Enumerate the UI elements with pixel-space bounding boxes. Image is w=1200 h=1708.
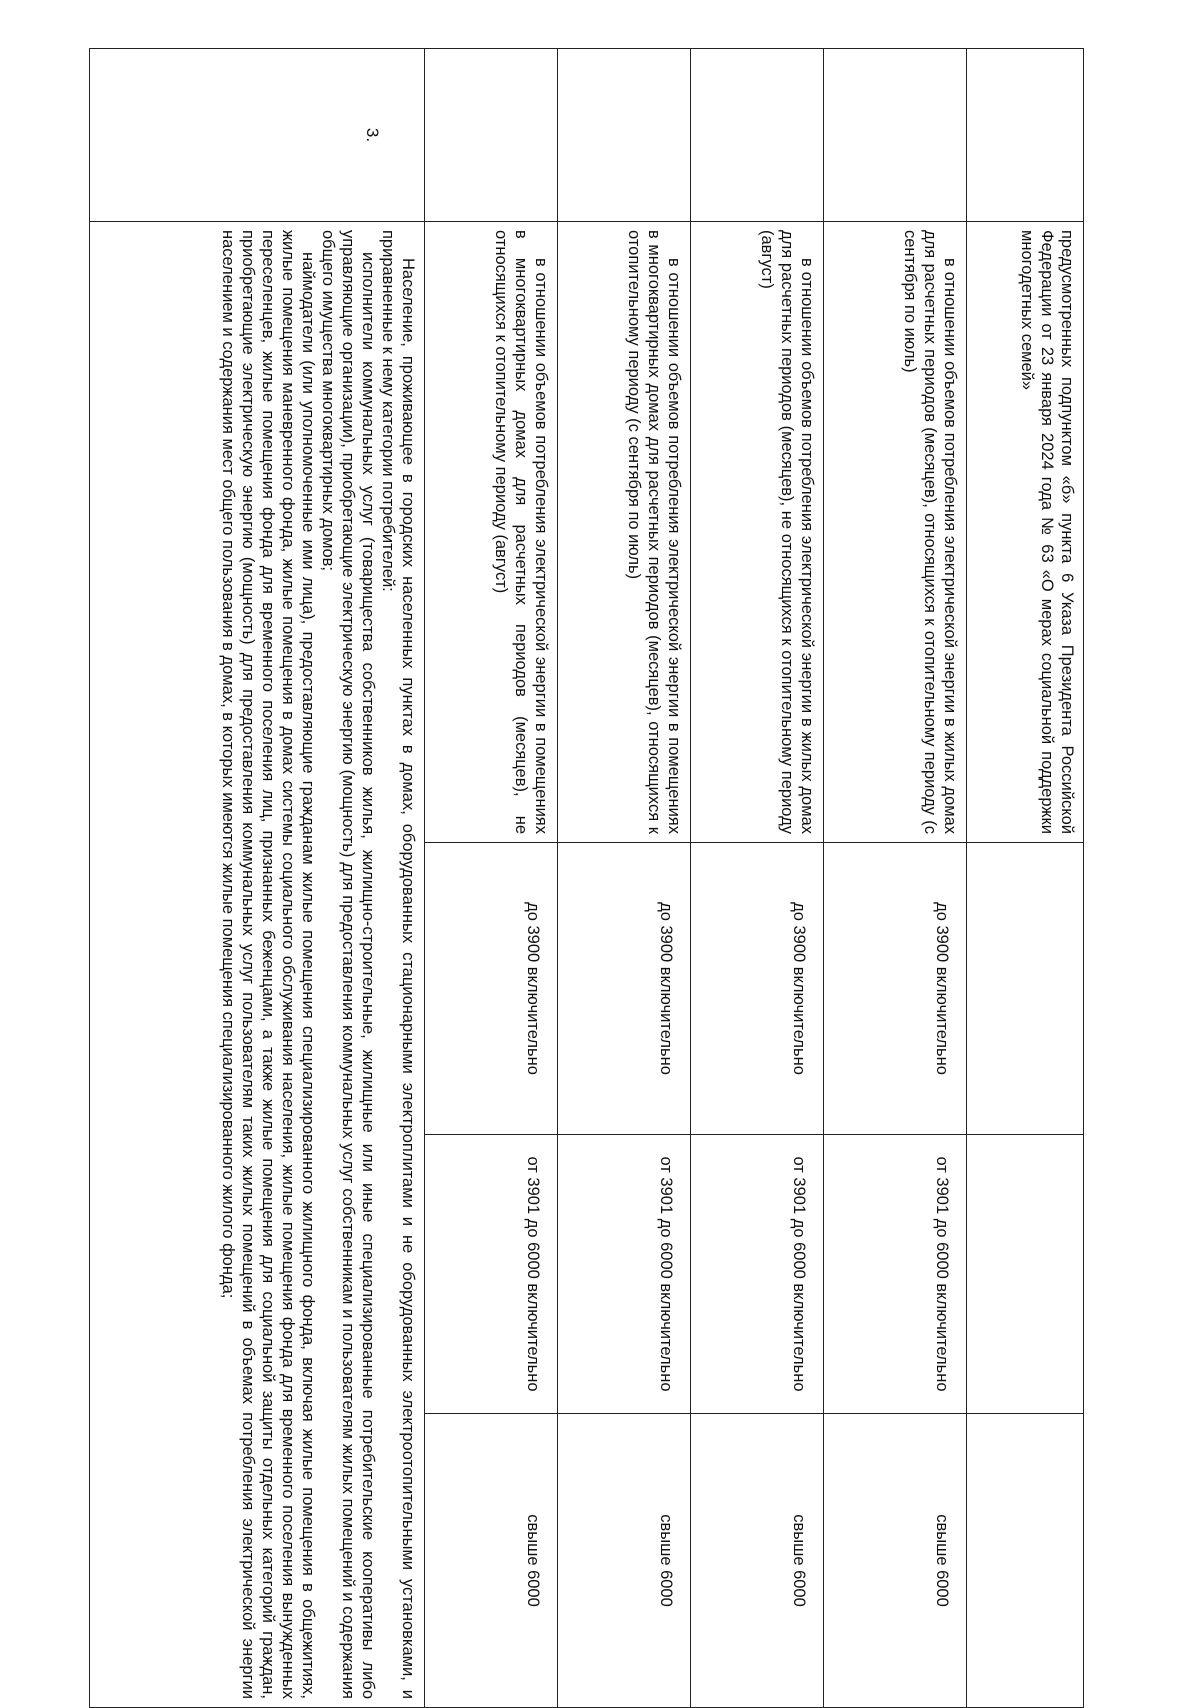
section-number: 3.	[363, 127, 382, 143]
table-row	[824, 49, 967, 1708]
range-cell-3	[824, 1414, 967, 1708]
tariff-table	[89, 48, 1084, 1708]
range-cell-2	[691, 1135, 824, 1414]
range-cell-3	[967, 1414, 1084, 1708]
category-cell: предусмотренных подпунктом «б» пункта 6 Указа Президента Российской Федерации от 23 января 2024 года № 63 «О мерах социальной поддержки многодетных семей»	[967, 222, 1084, 843]
table-row	[90, 49, 425, 1708]
range-cell-1	[824, 843, 967, 1135]
range-cell-1	[425, 843, 558, 1135]
range-text: до 3900 включительно	[790, 902, 808, 1075]
range-cell-3	[691, 1414, 824, 1708]
category-text: в отношении объемов потребления электрической энергии в помещениях в многоквартирных домах для расчетных периодов (месяцев), относящихся к отопительному периоду (с сентября по июль)	[625, 230, 683, 834]
category-text: в отношении объемов потребления электрической энергии в жилых домах для расчетных периодов (месяцев), не относящихся к отопительному периоду (август)	[758, 230, 816, 834]
range-text: свыше 6000	[657, 1514, 675, 1607]
table-row	[967, 49, 1084, 1708]
range-cell-2	[967, 1135, 1084, 1414]
category-cell	[824, 222, 967, 843]
category-text: в отношении объемов потребления электрической энергии в жилых домах для расчетных периодов (месяцев), относящихся к отопительному периоду (с сентября по июль)	[901, 230, 959, 834]
range-text: от 3901 до 6000 включительно	[933, 1156, 951, 1392]
row-number-cell	[967, 49, 1084, 222]
section-number-cell	[90, 49, 425, 222]
range-cell-1	[691, 843, 824, 1135]
range-text: свыше 6000	[524, 1514, 542, 1607]
table-row	[691, 49, 824, 1708]
section-text-cell	[90, 222, 425, 1708]
table-row	[558, 49, 691, 1708]
category-cell	[691, 222, 824, 843]
range-text: от 3901 до 6000 включительно	[790, 1156, 808, 1392]
range-text: свыше 6000	[790, 1514, 808, 1607]
table-row	[425, 49, 558, 1708]
row-number-cell	[691, 49, 824, 222]
range-text: до 3900 включительно	[657, 902, 675, 1075]
section-paragraph: наймодатели (или уполномоченные ими лица), предоставляющие гражданам жилые помещения специализированного жилищного фонда, включая жилые помещения в общежитиях, жилые помещения маневренного фонда, жилые помещения в домах системы социального обслуживания населения, жилые помещения фонда для временного поселения вынужденных переселенцев, жилые помещения фонда для временного поселения лиц, признанных беженцами, а также жилые помещения для социальной защиты отдельных категорий граждан, приобретающие электрическую энергию (мощность) для предоставления коммунальных услуг пользователям таких жилых помещений в объемах потребления электрической энергии населением и содержания мест общего пользования в домах, в которых имеются жилые помещения специализированного жилого фонда;	[219, 230, 317, 1699]
range-cell-3	[425, 1414, 558, 1708]
range-cell-2	[824, 1135, 967, 1414]
row-number-cell	[425, 49, 558, 222]
range-cell-2	[558, 1135, 691, 1414]
category-cell	[558, 222, 691, 843]
category-cell	[425, 222, 558, 843]
rotated-page	[112, 48, 1084, 1699]
section-paragraph: Население, проживающее в городских населенных пунктах в домах, оборудованных стационарными электроплитами и не оборудованных электроотопительными установками, и приравненные к нему категории потребителей:	[379, 230, 417, 1699]
section-paragraph: исполнители коммунальных услуг (товарищества собственников жилья, жилищно-строительные, жилищные или иные специализированные потребительские кооперативы либо управляющие организации), приобретающие электрическую энергию (мощность) для предоставления коммунальных услуг собственникам и пользователям жилых помещений и содержания общего имущества многоквартирных домов;	[319, 230, 377, 1699]
row-number-cell	[824, 49, 967, 222]
range-cell-1	[558, 843, 691, 1135]
range-text: свыше 6000	[933, 1514, 951, 1607]
range-text: до 3900 включительно	[524, 902, 542, 1075]
range-cell-1	[967, 843, 1084, 1135]
range-cell-3	[558, 1414, 691, 1708]
range-text: от 3901 до 6000 включительно	[524, 1156, 542, 1392]
category-text: в отношении объемов потребления электрической энергии в помещениях в многоквартирных домах для расчетных периодов (месяцев), не относящихся к отопительному периоду (август)	[492, 230, 550, 834]
row-number-cell	[558, 49, 691, 222]
range-text: от 3901 до 6000 включительно	[657, 1156, 675, 1392]
range-text: до 3900 включительно	[933, 902, 951, 1075]
range-cell-2	[425, 1135, 558, 1414]
